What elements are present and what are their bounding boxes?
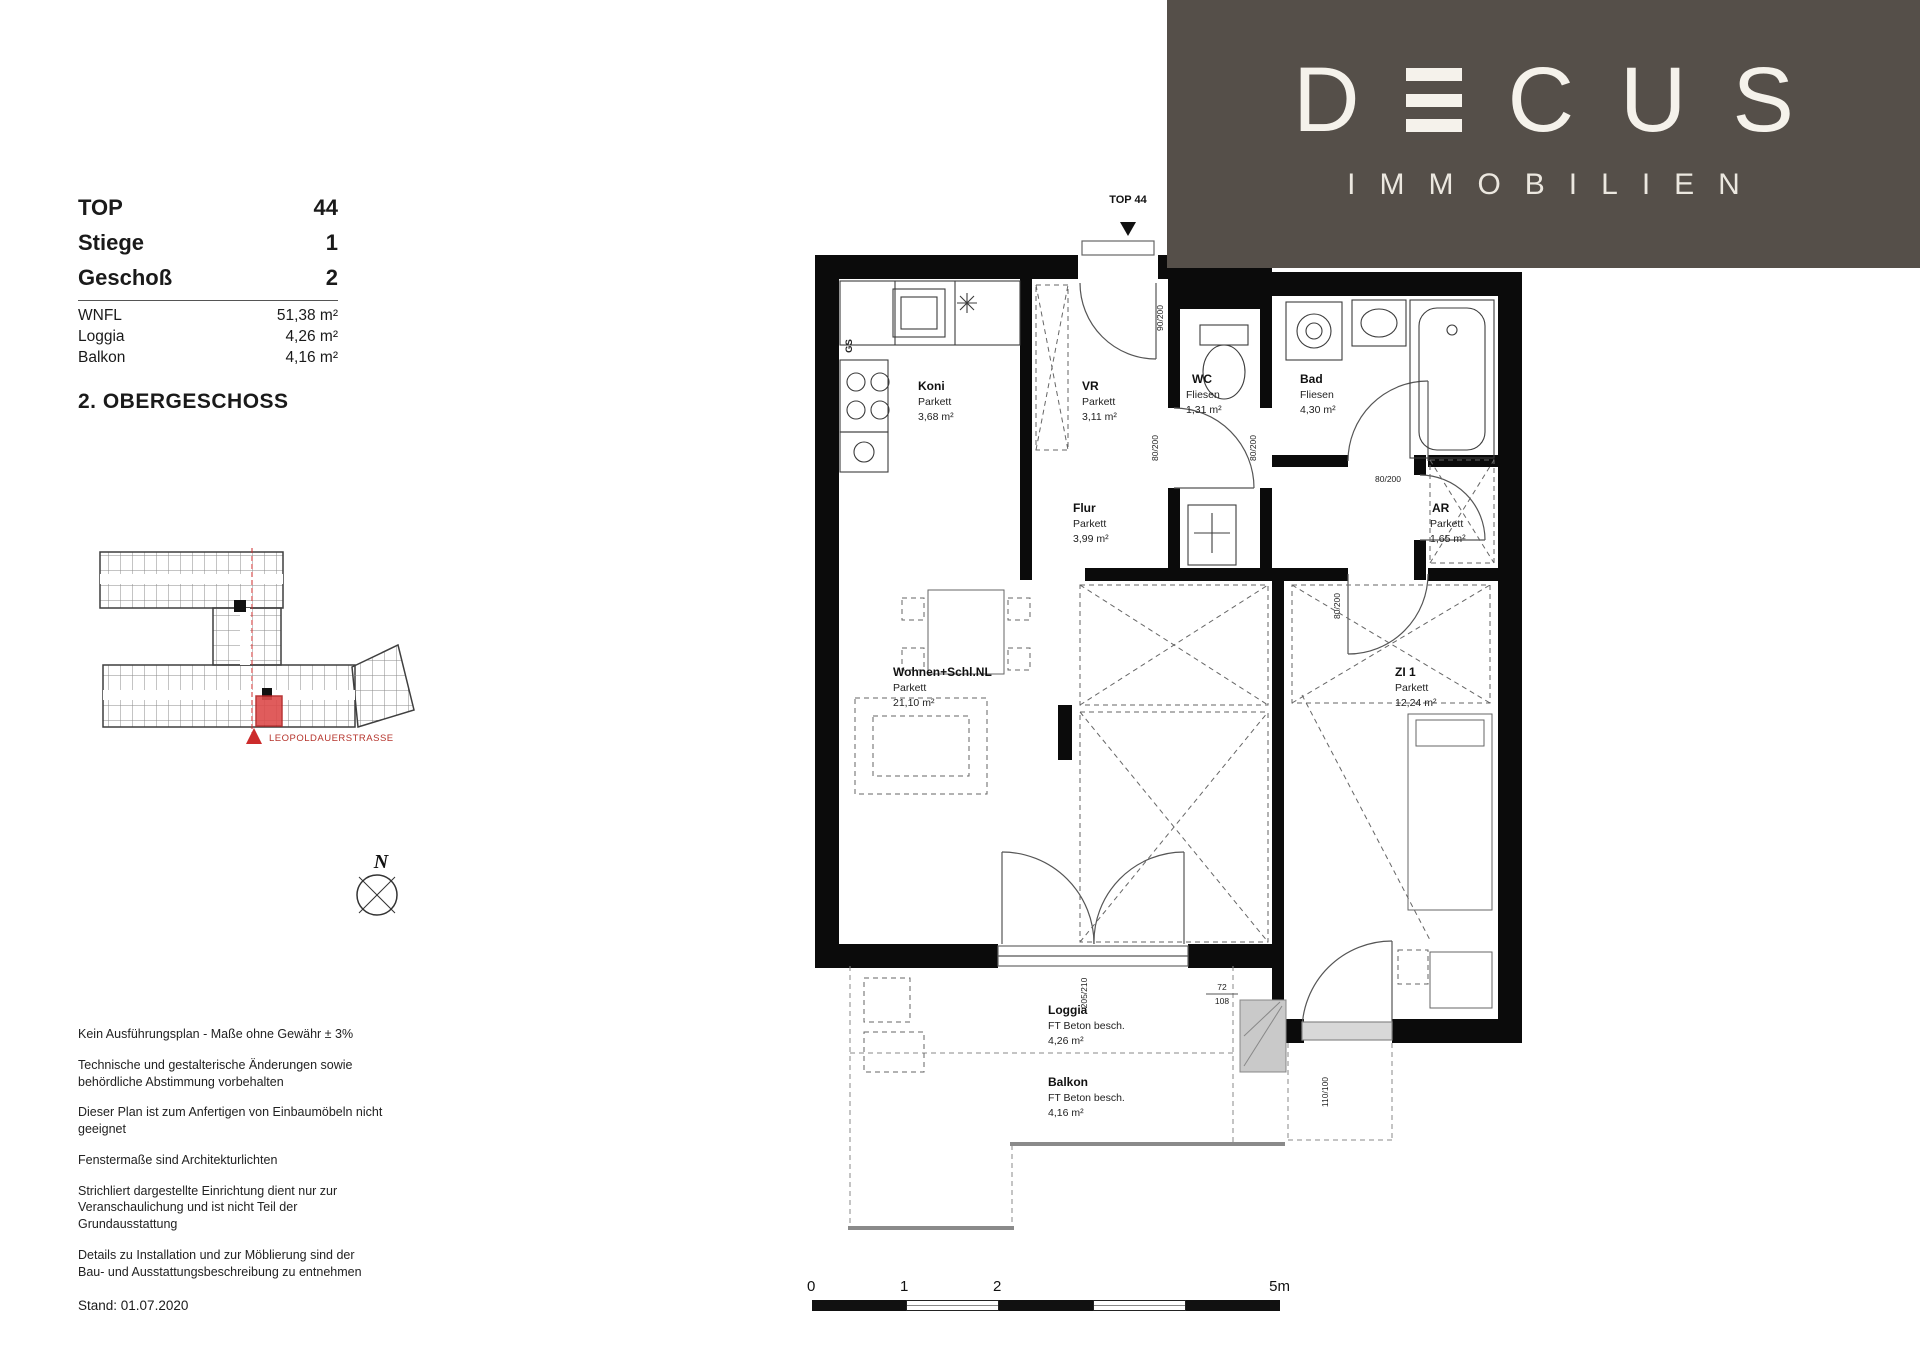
disclaimer-line: Technische und gestalterische Änderungen sowie behördliche Abstimmung vorbehalten: [78, 1057, 353, 1089]
svg-text:Wohnen+Schl.NL: Wohnen+Schl.NL: [893, 665, 992, 679]
svg-text:4,30 m²: 4,30 m²: [1300, 404, 1336, 416]
svg-text:205/210: 205/210: [1079, 977, 1089, 1009]
svg-text:VR: VR: [1082, 379, 1099, 393]
svg-text:108: 108: [1214, 996, 1230, 1006]
street-label: LEOPOLDAUERSTRASSE: [269, 733, 394, 744]
scale-tick: 5m: [1269, 1278, 1290, 1295]
svg-text:Fliesen: Fliesen: [1186, 389, 1220, 401]
unit-marker: [1109, 194, 1147, 236]
scale-tick: 1: [900, 1278, 909, 1295]
kitchen-fixtures: [840, 281, 1020, 472]
svg-text:Parkett: Parkett: [1082, 396, 1116, 408]
svg-text:Fliesen: Fliesen: [1300, 389, 1334, 401]
scale-tick: 2: [993, 1278, 1002, 1295]
disclaimer-line: Details zu Installation und zur Möblierung sind der Bau- und Ausstattungsbeschreibung zu entnehmen: [78, 1247, 362, 1279]
unit-row-label: Stiege: [78, 230, 145, 255]
svg-text:Parkett: Parkett: [1395, 682, 1429, 694]
room-label-vr: [1082, 379, 1117, 423]
divider: [78, 300, 338, 301]
svg-text:Parkett: Parkett: [1073, 518, 1107, 530]
brand-wordmark: [1167, 49, 1920, 151]
highlighted-unit: [256, 696, 282, 726]
compass-icon: [357, 851, 397, 915]
scale-segment: [1186, 1300, 1280, 1311]
svg-text:Bad: Bad: [1300, 372, 1323, 386]
svg-text:1,31 m²: 1,31 m²: [1186, 404, 1222, 416]
scale-segment: [812, 1300, 906, 1311]
area-row-wnfl: [78, 305, 338, 326]
svg-text:80/200: 80/200: [1248, 435, 1258, 461]
svg-text:80/200: 80/200: [1375, 474, 1401, 484]
disclaimer-line: Fenstermaße sind Architekturlichten: [78, 1152, 278, 1167]
svg-text:Balkon: Balkon: [1048, 1075, 1089, 1089]
keyplan: [100, 548, 414, 744]
unit-row-value: 44: [313, 195, 338, 220]
area-row-label: WNFL: [78, 307, 122, 324]
area-row-balkon: [78, 347, 338, 368]
scale-segment: [1093, 1300, 1186, 1311]
svg-text:21,10 m²: 21,10 m²: [893, 697, 935, 709]
room-label-loggia: [1048, 1003, 1125, 1047]
area-row-value: 4,16 m²: [285, 349, 338, 366]
area-row-value: 51,38 m²: [276, 307, 338, 324]
brand-letter: U: [1620, 49, 1687, 151]
svg-text:FT Beton besch.: FT Beton besch.: [1048, 1020, 1125, 1032]
disclaimer-block: [78, 1026, 384, 1294]
doors: [998, 241, 1485, 1040]
wc-fixtures: [1188, 325, 1248, 565]
scale-tick: 0: [807, 1278, 816, 1295]
disclaimer-line: Strichliert dargestellte Einrichtung dient nur zur Veranschaulichung und ist nicht Teil der Grundausstattung: [78, 1183, 338, 1231]
svg-text:Loggia: Loggia: [1048, 1003, 1088, 1017]
room-label-wohnen: [893, 665, 992, 709]
brand-letter: S: [1732, 49, 1794, 151]
brand-letter: C: [1507, 49, 1575, 151]
svg-text:3,11 m²: 3,11 m²: [1082, 411, 1117, 423]
svg-text:Flur: Flur: [1073, 501, 1096, 515]
room-label-ar: [1430, 501, 1466, 545]
disclaimer-line: Dieser Plan ist zum Anfertigen von Einbaumöbeln nicht geeignet: [78, 1105, 383, 1136]
north-label: N: [373, 851, 389, 873]
svg-text:80/200: 80/200: [1332, 593, 1342, 619]
svg-text:Koni: Koni: [918, 379, 945, 393]
unit-row-label: TOP: [78, 195, 123, 220]
svg-text:4,26 m²: 4,26 m²: [1048, 1035, 1084, 1047]
svg-text:Parkett: Parkett: [893, 682, 927, 694]
disclaimer-line: Kein Ausführungsplan - Maße ohne Gewähr ± 3%: [78, 1027, 354, 1041]
svg-text:110/100: 110/100: [1320, 1076, 1330, 1108]
svg-text:3,68 m²: 3,68 m²: [918, 411, 954, 423]
svg-text:ZI 1: ZI 1: [1395, 665, 1416, 679]
room-labels: [893, 372, 1466, 1119]
svg-text:90/200: 90/200: [1155, 305, 1165, 331]
room-label-koni: [918, 379, 954, 423]
svg-text:12,24 m²: 12,24 m²: [1395, 697, 1437, 709]
room-label-balkon: [1048, 1075, 1125, 1119]
svg-text:1,65 m²: 1,65 m²: [1430, 533, 1466, 545]
room-label-zi1: [1395, 665, 1437, 709]
scale-segment: [906, 1300, 999, 1311]
room-label-bad: [1300, 372, 1336, 416]
svg-text:3,99 m²: 3,99 m²: [1073, 533, 1109, 545]
dishwasher-label: GS: [844, 339, 855, 353]
unit-row-value: 2: [325, 265, 338, 290]
walls: [815, 255, 1522, 1043]
scale-segment: [999, 1300, 1093, 1311]
unit-row-stiege: [78, 225, 338, 260]
svg-text:FT Beton besch.: FT Beton besch.: [1048, 1092, 1125, 1104]
unit-row-top: [78, 190, 338, 225]
unit-info-panel: [78, 190, 338, 368]
room-label-wc: [1186, 372, 1222, 416]
svg-text:80/200: 80/200: [1150, 435, 1160, 461]
street-marker-icon: [246, 728, 262, 744]
svg-text:Parkett: Parkett: [918, 396, 952, 408]
brand-subtitle: IMMOBILIEN: [1347, 168, 1764, 201]
entrance-arrow-icon: [1120, 222, 1136, 236]
svg-text:4,16 m²: 4,16 m²: [1048, 1107, 1084, 1119]
unit-row-geschoss: [78, 260, 338, 295]
light-icon: [957, 293, 977, 313]
floor-title: 2. OBERGESCHOSS: [78, 390, 289, 413]
scale-bar: [807, 1278, 1290, 1311]
room-label-flur: [1073, 501, 1109, 545]
area-row-label: Balkon: [78, 349, 126, 366]
area-row-value: 4,26 m²: [285, 328, 338, 345]
svg-text:AR: AR: [1432, 501, 1450, 515]
svg-text:WC: WC: [1192, 372, 1212, 386]
area-row-label: Loggia: [78, 328, 125, 345]
svg-text:Parkett: Parkett: [1430, 518, 1464, 530]
svg-text:72: 72: [1217, 982, 1227, 992]
unit-row-label: Geschoß: [78, 265, 173, 290]
brand-logo: [1167, 0, 1920, 268]
unit-row-value: 1: [325, 230, 338, 255]
plan-date: Stand: 01.07.2020: [78, 1298, 189, 1313]
svg-text:TOP 44: TOP 44: [1109, 194, 1147, 206]
area-row-loggia: [78, 326, 338, 347]
brand-letter: D: [1293, 49, 1360, 151]
stylized-e-icon: [1406, 68, 1462, 132]
